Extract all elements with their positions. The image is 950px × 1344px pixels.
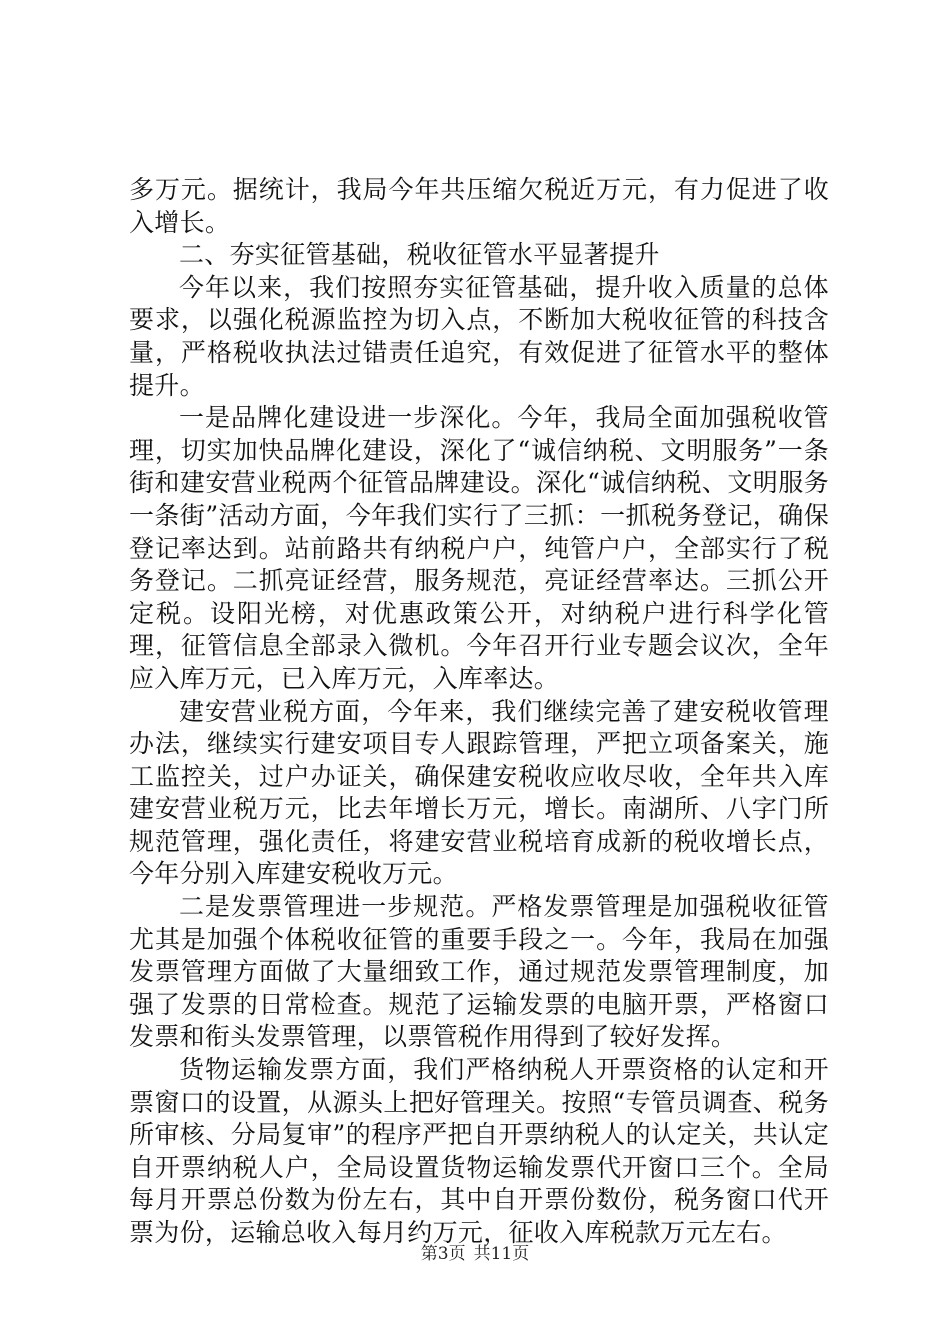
- paragraph-intro: 今年以来，我们按照夯实征管基础，提升收入质量的总体要求，以强化税源监控为切入点，不断加大税收征管的科技含量，严格税收执法过错责任追究，有效促进了征管水平的整体提升。: [129, 272, 829, 400]
- paragraph-continuation: 多万元。据统计，我局今年共压缩欠税近万元，有力促进了收入增长。: [129, 175, 829, 237]
- section-heading: 二、夯实征管基础，税收征管水平显著提升: [179, 240, 660, 270]
- paragraph-construction-tax: 建安营业税方面，今年来，我们继续完善了建安税收管理办法，继续实行建安项目专人跟踪管理，严把立项备案关，施工监控关，过户办证关，确保建安税收应收尽收，全年共入库建安营业税万元，比去年增长万元，增长。南湖所、八字门所规范管理，强化责任，将建安营业税培育成新的税收增长点，今年分别入库建安税收万元。: [129, 696, 829, 889]
- page-total: 共11页: [473, 1244, 530, 1264]
- page-number: 第3页: [420, 1244, 466, 1264]
- paragraph-invoice-management: 二是发票管理进一步规范。严格发票管理是加强税收征管尤其是加强个体税收征管的重要手段之一。今年，我局在加强发票管理方面做了大量细致工作，通过规范发票管理制度，加强了发票的日常检查。规范了运输发票的电脑开票，严格窗口发票和衔头发票管理，以票管税作用得到了较好发挥。: [129, 892, 829, 1052]
- paragraph-freight-invoice: 货物运输发票方面，我们严格纳税人开票资格的认定和开票窗口的设置，从源头上把好管理关。按照“专管员调查、税务所审核、分局复审”的程序严把自开票纳税人的认定关，共认定自开票纳税人户，全局设置货物运输发票代开窗口三个。全局每月开票总份数为份左右，其中自开票份数份，税务窗口代开票为份，运输总收入每月约万元，征收入库税款万元左右。: [129, 1055, 829, 1247]
- document-body: [129, 174, 829, 1250]
- paragraph-branding: 一是品牌化建设进一步深化。今年，我局全面加强税收管理，切实加快品牌化建设，深化了“诚信纳税、文明服务”一条街和建安营业税两个征管品牌建设。深化“诚信纳税、文明服务一条街”活动方面，今年我们实行了三抓：一抓税务登记，确保登记率达到。站前路共有纳税户户，纯管户户，全部实行了税务登记。二抓亮证经营，服务规范，亮证经营率达。三抓公开定税。设阳光榜，对优惠政策公开，对纳税户进行科学化管理，征管信息全部录入微机。今年召开行业专题会议次，全年应入库万元，已入库万元，入库率达。: [129, 403, 829, 693]
- page-footer: [0, 1243, 950, 1265]
